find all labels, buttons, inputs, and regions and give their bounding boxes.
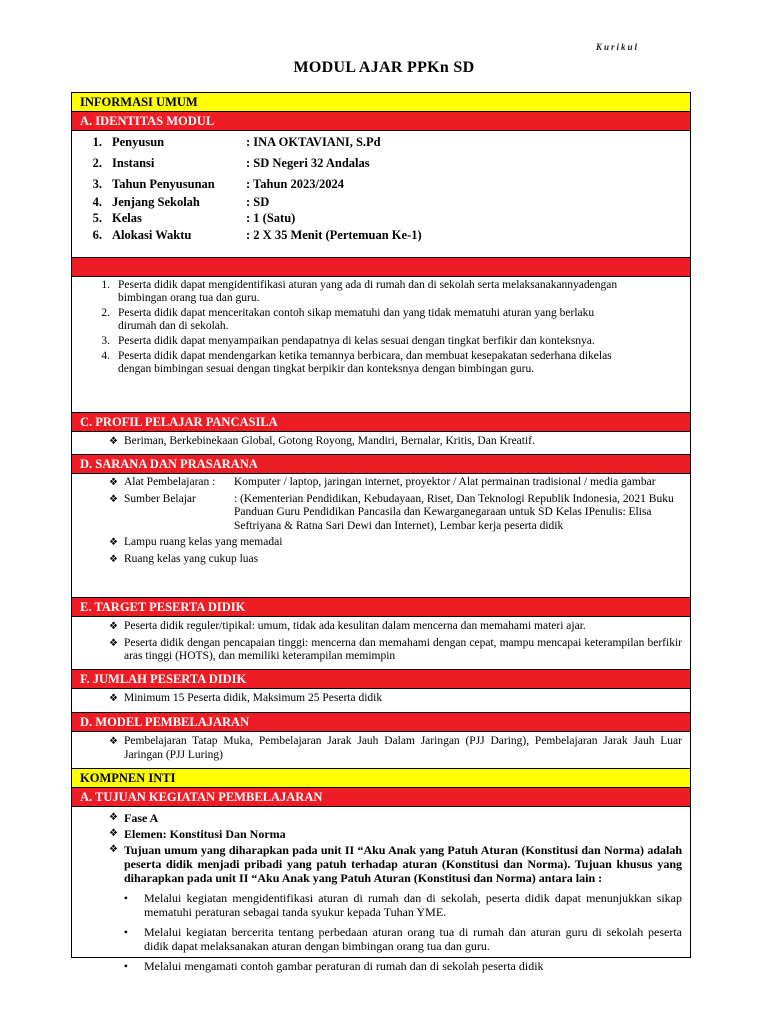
identitas-row: 6. Alokasi Waktu : 2 X 35 Menit (Pertemuan Ke-1) [92, 228, 422, 242]
module-table [71, 92, 691, 973]
diamond-bullet-icon: ❖ [109, 736, 118, 747]
diamond-bullet-icon: ❖ [109, 553, 118, 565]
diamond-bullet-icon: ❖ [109, 637, 118, 649]
elemen-item: ❖ Elemen: Konstitusi Dan Norma [72, 827, 690, 841]
kompetensi-item: 1. Peserta didik dapat mengidentifikasi aturan yang ada di rumah dan di sekolah serta melaksanakannyadengan bimbingan orang tua dan guru. [101, 279, 618, 304]
profil-pancasila-section [72, 435, 690, 455]
diamond-bullet-icon: ❖ [109, 436, 118, 447]
jumlah-section [72, 692, 690, 713]
target-section [72, 620, 690, 670]
kompetensi-item: 2. Peserta didik dapat menceritakan contoh sikap mematuhi dan yang tidak mematuhi aturan yang berlaku dirumah dan di sekolah. [101, 307, 595, 332]
identitas-modul-header: A. IDENTITAS MODUL [72, 112, 690, 131]
fase-item: ❖ Fase A [72, 811, 690, 825]
tujuan-sub-item: • Melalui mengamati contoh gambar peraturan di rumah dan di sekolah peserta didik [72, 959, 690, 973]
diamond-bullet-icon: ❖ [109, 844, 118, 855]
sarana-alat: ❖ Alat Pembelajaran : Komputer / laptop, jaringan internet, proyektor / Alat permainan tradisional / media gambar [72, 476, 690, 490]
komponen-inti-header: KOMPNEN INTI [72, 769, 690, 788]
document-title: MODUL AJAR PPKn SD [293, 59, 475, 76]
target-item: ❖ Peserta didik reguler/tipikal: umum, tidak ada kesulitan dalam mencerna dan memahami materi ajar. [72, 620, 690, 634]
kompetensi-item: 4. Peserta didik dapat mendengarkan ketika temannya berbicara, dan membuat kesepakatan sederhana dikelas dengan bimbingan sesuai dengan tingkat berpikir dan konteksnya dengan bimbingan guru. [101, 350, 612, 375]
identitas-modul-section [72, 131, 690, 258]
tujuan-item: ❖ Tujuan umum yang diharapkan pada unit II “Aku Anak yang Patuh Aturan (Konstitusi dan Norma) adalah peserta didik menjadi pribadi yang patuh terhadap aturan (Konstitusi dan Norma). Tujuan khusus yang diharapkan pada unit II “Aku Anak yang Patuh Aturan (Konstitusi dan Norma) antara lain : [72, 843, 690, 885]
profil-item: ❖ Beriman, Berkebinekaan Global, Gotong Royong, Mandiri, Bernalar, Kritis, Dan Kreatif. [72, 435, 690, 449]
jumlah-header: F. JUMLAH PESERTA DIDIK [72, 670, 690, 689]
kompetensi-header [72, 258, 690, 277]
identitas-row: 1. Penyusun : INA OKTAVIANI, S.Pd [92, 135, 381, 149]
model-section [72, 735, 690, 769]
sarana-item: ❖ Ruang kelas yang cukup luas [72, 553, 690, 567]
sarana-header: D. SARANA DAN PRASARANA [72, 455, 690, 474]
diamond-bullet-icon: ❖ [109, 493, 118, 505]
identitas-row: 4. Jenjang Sekolah : SD [92, 194, 270, 209]
tujuan-sub-item: • Melalui kegiatan mengidentifikasi aturan di rumah dan di sekolah, peserta didik dapat menunjukkan sikap mematuhi peraturan sebagai tanda syukur kepada Tuhan YME. [72, 891, 690, 919]
diamond-bullet-icon: ❖ [109, 828, 118, 839]
round-bullet-icon: • [123, 959, 128, 973]
kompetensi-item: 3. Peserta didik dapat menyampaikan pendapatnya di kelas sesuai dengan tingkat berfikir dan konteksnya. [101, 335, 595, 347]
sarana-sumber: ❖ Sumber Belajar : (Kementerian Pendidikan, Kebudayaan, Riset, Dan Teknologi Republik Indonesia, 2021 Buku Panduan Guru Pendidikan Pancasila dan Kewarganegaraan untuk SD Kelas IPenulis: Elisa Seftriyana & Ratna Sari Dewi dan Internet), Lembar kerja peserta didik [72, 493, 690, 534]
diamond-bullet-icon: ❖ [109, 477, 118, 488]
kompetensi-section [72, 277, 690, 413]
tujuan-section [72, 807, 690, 973]
model-item: ❖ Pembelajaran Tatap Muka, Pembelajaran Jarak Jauh Dalam Jaringan (PJJ Daring), Pembelajaran Jarak Jauh Luar Jaringan (PJJ Luring) [72, 735, 690, 762]
diamond-bullet-icon: ❖ [109, 537, 118, 548]
informasi-umum-header: INFORMASI UMUM [72, 93, 690, 112]
tujuan-sub-item: • Melalui kegiatan bercerita tentang perbedaan aturan orang tua di rumah dan aturan guru di sekolah peserta didik dapat melaksanakan aturan dengan bimbingan orang tua dan guru. [72, 925, 690, 953]
jumlah-item: ❖ Minimum 15 Peserta didik, Maksimum 25 Peserta didik [72, 692, 690, 706]
sarana-item: ❖ Lampu ruang kelas yang memadai [72, 536, 690, 550]
diamond-bullet-icon: ❖ [109, 693, 118, 704]
target-item: ❖ Peserta didik dengan pencapaian tinggi: mencerna dan memahami dengan cepat, mampu mencapai keterampilan berfikir aras tinggi (HOTS), dan memiliki keterampilan memimpin [72, 637, 690, 664]
sarana-section [72, 474, 690, 598]
corner-mark: Kurikul [596, 42, 640, 52]
diamond-bullet-icon: ❖ [109, 621, 118, 632]
identitas-row: 3. Tahun Penyusunan : Tahun 2023/2024 [92, 177, 344, 191]
target-header: E. TARGET PESERTA DIDIK [72, 598, 690, 617]
round-bullet-icon: • [123, 891, 128, 905]
identitas-row: 2. Instansi : SD Negeri 32 Andalas [92, 156, 370, 170]
identitas-row: 5. Kelas : 1 (Satu) [92, 211, 296, 225]
model-header: D. MODEL PEMBELAJARAN [72, 713, 690, 732]
diamond-bullet-icon: ❖ [109, 812, 118, 823]
round-bullet-icon: • [123, 925, 128, 939]
profil-pancasila-header: C. PROFIL PELAJAR PANCASILA [72, 413, 690, 432]
tujuan-header: A. TUJUAN KEGIATAN PEMBELAJARAN [72, 788, 690, 807]
